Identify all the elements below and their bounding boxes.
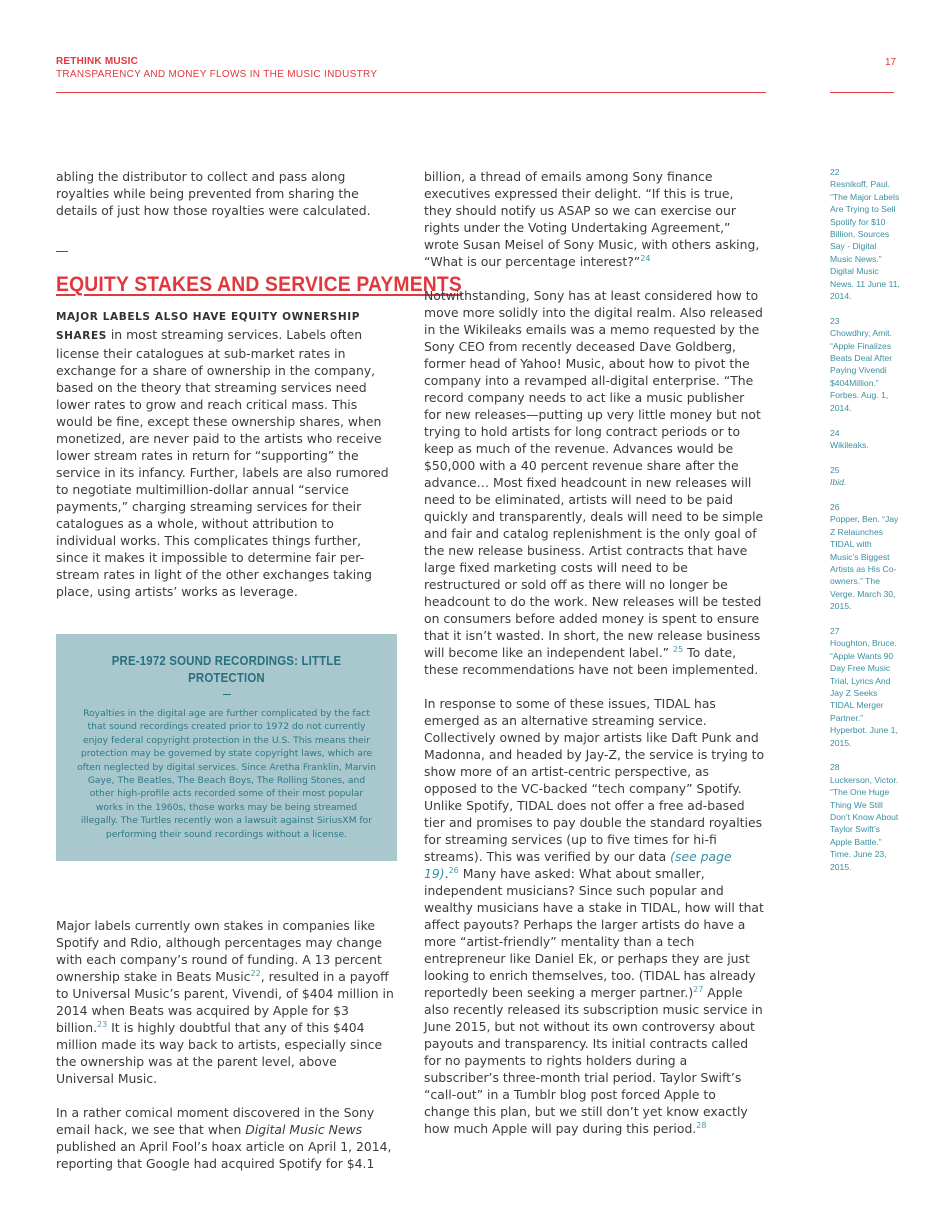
lead-caps: MAJOR LABELS ALSO HAVE EQUITY OWNERSHIP SHARES <box>56 311 361 342</box>
stakes-text-a: Major labels currently own stakes in companies like Spotify and Rdio, although percentages may change with each company’s round of funding. A 13 percent ownership stake in Beats Music <box>56 918 382 985</box>
billion-paragraph <box>424 168 765 270</box>
footnote-text: Popper, Ben. “Jay Z Relaunches TIDAL with Music’s Biggest Artists as His Co-owners.” The Verge. March 30, 2015. <box>830 514 899 612</box>
footnote-ref-24[interactable]: 24 <box>640 253 651 263</box>
equity-text: in most streaming services. Labels often license their catalogues at sub-market rates in exchange for a share of ownership in the company, based on the theory that streaming services need lower rates to grow and reach critical mass. This would be fine, except these ownership shares, when monetized, are never paid to the artists who receive lower stream rates in return for “supporting” the service in its infancy. Further, labels are also rumored to negotiate multimillion-dollar annual “service payments,” charging streaming services for their catalogues as a whole, without attribution to individual works. This complicates things further, since it makes it impossible to determine fair per-stream rates in light of the other exchanges taking place, using artists’ works as leverage. <box>56 327 389 599</box>
footnote-text: Houghton, Bruce. “Apple Wants 90 Day Free Music Trial, Lyrics And Jay Z Seeks TIDAL Merger Partner.” Hyperbot. June 1, 2015. <box>830 638 898 748</box>
footnote <box>830 464 900 489</box>
sony-paragraph <box>424 287 765 678</box>
hack-text-a: In a rather comical moment discovered in the Sony email hack, we see that when <box>56 1105 375 1138</box>
box-text: Royalties in the digital age are further complicated by the fact that sound recordings created prior to 1972 do not currently enjoy federal copyright protection in the U.S. This means their protection may be governed by state copyright laws, which are often neglected by digital services. Since Aretha Franklin, Marvin Gaye, The Beatles, The Beach Boys, The Rolling Stones, and other high-profile acts recorded some of their most popular works in the 1960s, those works may be being streamed illegally. The Turtles recently won a lawsuit against SiriusXM for performing their sound recordings without a license. <box>77 708 376 840</box>
publication-title: RETHINK MUSIC <box>56 56 139 67</box>
footnote <box>830 166 900 302</box>
footnote <box>830 625 900 749</box>
box-title: PRE-1972 SOUND RECORDINGS: LITTLE PROTECTION <box>111 653 342 685</box>
footnote-text: Wikileaks. <box>830 439 869 450</box>
footnote <box>830 501 900 613</box>
tidal-text-b: Many have asked: What about smaller, independent musicians? Since such popular and wealthy musicians have a stake in TIDAL, how will that affect payouts? Perhaps the larger artists do have a more “artist-friendly” mentality than a tech entrepreneur like Daniel Ek, or perhaps they are just looking to enrich themselves, too. (TIDAL has already reportedly been seeking a merger partner.) <box>424 866 764 1000</box>
footnote-text: Chowdhry, Amit. “Apple Finalizes Beats Deal After Paying Vivendi $404Million.” Forbes. Aug. 1, 2014. <box>830 328 893 413</box>
header-rule <box>56 92 766 93</box>
equity-paragraph <box>56 307 397 600</box>
page-number: 17 <box>885 57 897 68</box>
publication-name: Digital Music News <box>245 1122 363 1138</box>
footnote-text: Resnikoff, Paul. “The Major Labels Are Trying to Sell Spotify for $10 Billion, Sources Say - Digital Music News.” Digital Music News. 11 June 11, 2014. <box>830 179 900 302</box>
see-page-link[interactable]: (see page 19) <box>424 849 732 881</box>
tidal-text-a: In response to some of these issues, TIDAL has emerged as an alternative streaming service. Collectively owned by major artists like Daft Punk and Madonna, and headed by Jay-Z, the service is trying to show more of an artist-centric perspective, as opposed to the VC-backed “tech company” Spotify. Unlike Spotify, TIDAL does not offer a free ad-based tier and promises to pay double the standard royalties for streaming services (up to five times for hi-fi streams). This was verified by our data <box>424 696 765 864</box>
footnote-number: 27 <box>830 625 840 636</box>
tidal-period: . <box>444 866 449 881</box>
stakes-text-b: , resulted in a payoff to Universal Music’s parent, Vivendi, of $404 million in 2014 when Beats was acquired by Apple for $3 billion. <box>56 969 394 1036</box>
footnote-ref-26[interactable]: 26 <box>448 865 459 875</box>
publication-subtitle: TRANSPARENCY AND MONEY FLOWS IN THE MUSIC INDUSTRY <box>56 69 378 80</box>
tidal-paragraph <box>424 695 765 1137</box>
footnotes-sidebar <box>830 166 900 885</box>
footnote-number: 24 <box>830 427 840 438</box>
footnote-number: 22 <box>830 167 840 177</box>
footnote-text: Ibid. <box>830 477 847 488</box>
tidal-text-c: Apple also recently released its subscription music service in June 2015, but not without its own controversy about payouts and transparency. Its initial contracts called for no payments to rights holders during a subscriber’s three-month trial period. Taylor Swift’s “call-out” in a Tumblr blog post forced Apple to change this plan, but we still don’t yet know exactly how much Apple will pay during this period. <box>424 985 763 1136</box>
footnote-number: 28 <box>830 762 840 773</box>
footnote-ref-27[interactable]: 27 <box>693 984 704 994</box>
footnote <box>830 315 900 414</box>
box-divider <box>223 694 231 695</box>
hack-text-b: published an April Fool’s hoax article on April 1, 2014, reporting that Google had acquired Spotify for $4.1 <box>56 1139 392 1172</box>
sony-text-b: To date, these recommendations have not been implemented. <box>424 645 759 677</box>
footnote-number: 26 <box>830 501 840 512</box>
footnote-ref-25[interactable]: 25 <box>673 644 684 654</box>
section-heading: EQUITY STAKES AND SERVICE PAYMENTS <box>56 273 462 296</box>
section-divider <box>56 251 68 252</box>
footnote-number: 23 <box>830 315 840 326</box>
stakes-text-c: It is highly doubtful that any of this $404 million made its way back to artists, especially since the ownership was at the parent level, above Universal Music. <box>56 1020 383 1087</box>
intro-paragraph: abling the distributor to collect and pass along royalties while being prevented from sharing the details of just how those royalties were calculated. <box>56 169 371 218</box>
hack-paragraph <box>56 1104 397 1172</box>
footnote-ref-28[interactable]: 28 <box>696 1120 707 1130</box>
footnote-text: Luckerson, Victor. “The One Huge Thing We Still Don’t Know About Taylor Swift’s Apple Battle.” Time. June 23, 2015. <box>830 774 899 872</box>
right-column <box>424 168 765 1137</box>
footnote-ref-23[interactable]: 23 <box>97 1019 108 1029</box>
sony-text-a: Notwithstanding, Sony has at least considered how to move more solidly into the digital realm. Also released in the Wikileaks emails was a memo requested by the Sony CEO from recently deceased Dave Goldberg, former head of Yahoo! Music, about how to pivot the company into a revamped all-digital enterprise. “The record company needs to act like a music publisher for new releases—putting up very little money but not trying to hold artists for long contract periods or to keep as much of the revenue. Advances would be $50,000 with a 40 percent revenue share after the advance… Most fixed headcount in new releases will need to be eliminated, artists will need to be paid quickly and transparently, deals will need to be simple and fair and catalog replenishment is the only goal of the new release business. Artist contracts that have large fixed marketing costs will need to be restructured or sold off as there will no longer be headcount to do the work. New releases will be tested on consumers before added money is spent to ensure that it isn’t wasted. In short, the new release business will become like an independent label.” <box>424 288 764 660</box>
stakes-paragraph <box>56 917 397 1087</box>
footnote-number: 25 <box>830 464 840 475</box>
footnote-ref-22[interactable]: 22 <box>250 968 261 978</box>
sidebar-rule <box>830 92 894 93</box>
billion-text: billion, a thread of emails among Sony finance executives expressed their delight. “If this is true, they should notify us ASAP so we can exercise our rights under the Voting Undertaking Agreement,” wrote Susan Meisel of Sony Music, with others asking, “What is our percentage interest?” <box>424 169 760 269</box>
footnote <box>830 761 900 873</box>
sidebar-box <box>56 634 397 861</box>
footnote <box>830 427 900 452</box>
